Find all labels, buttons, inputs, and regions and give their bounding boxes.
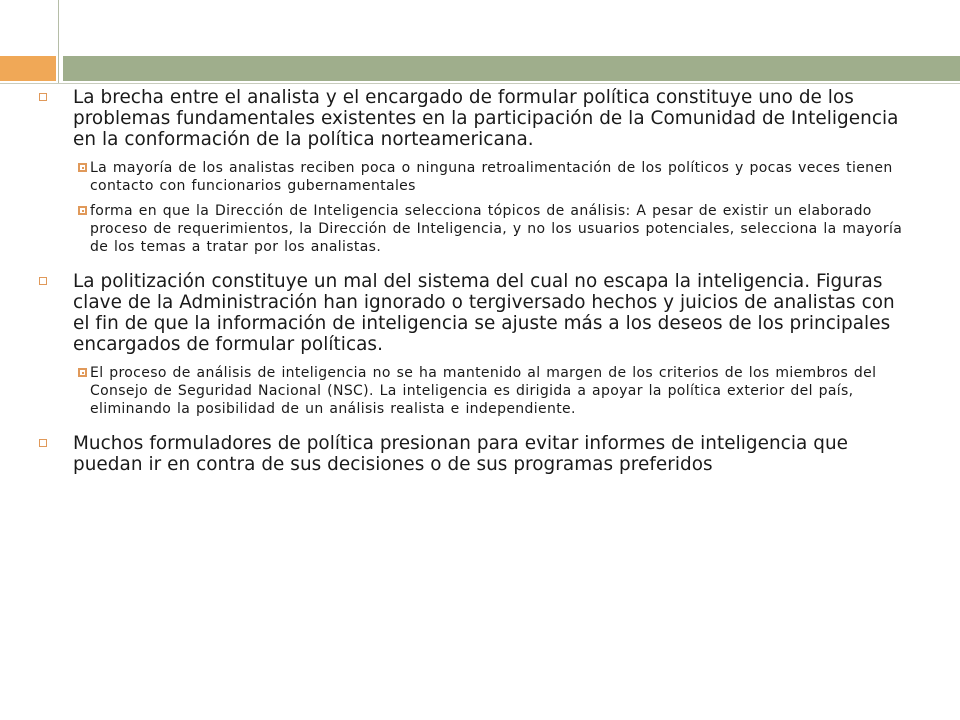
bullet-1-sub-2-text: forma en que la Dirección de Inteligencia selecciona tópicos de análisis: A pesar de existir un elaborado proceso de requerimientos, la Dirección de Inteligencia, y no los usuarios potenciales, selecciona la mayoría de los temas a tratar por los analistas. bbox=[90, 203, 903, 255]
vertical-divider bbox=[58, 0, 59, 84]
bullet-2-sub-1 bbox=[36, 364, 916, 418]
square-bullet-icon bbox=[39, 277, 47, 285]
header-accent-green bbox=[63, 56, 960, 81]
bullet-2-text: La politización constituye un mal del sistema del cual no escapa la inteligencia. Figuras clave de la Administración han ignorado o tergiversado hechos y juicios de analistas con el fin de que la información de inteligencia se ajuste más a los deseos de los principales encargados de formular políticas. bbox=[73, 271, 895, 355]
bullet-1-sub-1 bbox=[36, 159, 916, 195]
bullet-1-sub-1-text: La mayoría de los analistas reciben poca o ninguna retroalimentación de los políticos y pocas veces tienen contacto con funcionarios gubernamentales bbox=[90, 160, 893, 194]
header-accent-orange bbox=[0, 56, 56, 81]
bullet-1-sub-2 bbox=[36, 202, 916, 256]
square-bullet-icon bbox=[39, 93, 47, 101]
square-bullet-icon bbox=[39, 439, 47, 447]
bullet-3-text: Muchos formuladores de política presionan para evitar informes de inteligencia que puedan ir en contra de sus decisiones o de sus programas preferidos bbox=[73, 433, 849, 475]
horizontal-divider bbox=[0, 83, 960, 84]
filled-square-bullet-icon bbox=[78, 163, 87, 172]
filled-square-bullet-icon bbox=[78, 206, 87, 215]
bullet-1 bbox=[36, 87, 916, 150]
bullet-3 bbox=[36, 433, 916, 475]
filled-square-bullet-icon bbox=[78, 368, 87, 377]
slide-body bbox=[36, 87, 916, 484]
bullet-2 bbox=[36, 271, 916, 355]
bullet-2-sub-1-text: El proceso de análisis de inteligencia no se ha mantenido al margen de los criterios de los miembros del Consejo de Seguridad Nacional (NSC). La inteligencia es dirigida a apoyar la política exterior del país, eliminando la posibilidad de un análisis realista e independiente. bbox=[90, 365, 877, 417]
bullet-1-text: La brecha entre el analista y el encargado de formular política constituye uno de los problemas fundamentales existentes en la participación de la Comunidad de Inteligencia en la conformación de la política norteamericana. bbox=[73, 87, 899, 150]
